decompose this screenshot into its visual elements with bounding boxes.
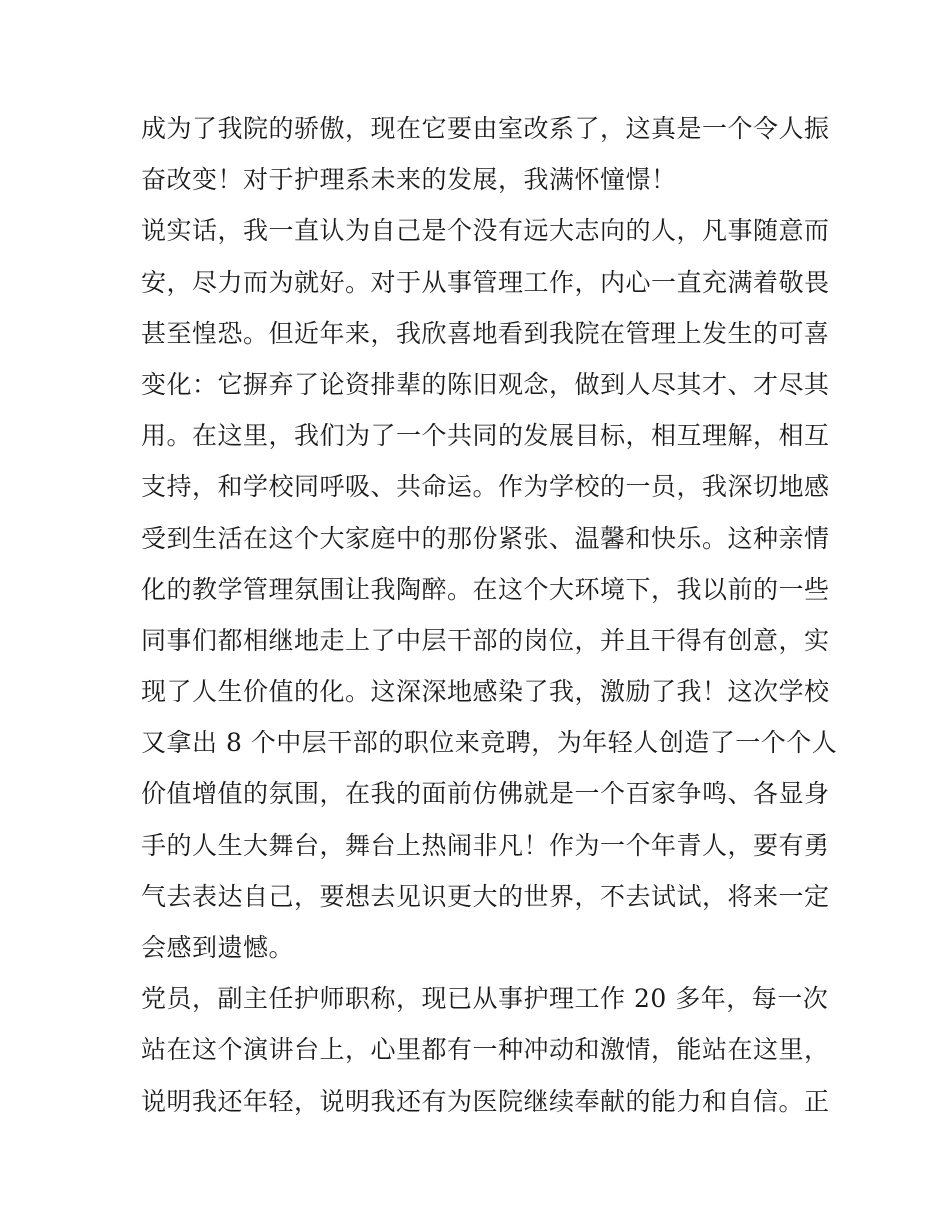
text-line: 同事们都相继地走上了中层干部的岗位，并且干得有创意，实 [141,625,830,655]
text-line: 手的人生大舞台，舞台上热闹非凡！作为一个年青人，要有勇 [141,830,830,860]
text-line: 甚至惶恐。但近年来，我欣喜地看到我院在管理上发生的可喜 [141,318,830,348]
text-line: 说明我还年轻，说明我还有为医院继续奉献的能力和自信。正 [141,1086,830,1116]
text-line: 气去表达自己，要想去见识更大的世界，不去试试，将来一定 [141,881,830,911]
text-line: 化的教学管理氛围让我陶醉。在这个大环境下，我以前的一些 [141,574,830,604]
text-line: 成为了我院的骄傲，现在它要由室改系了，这真是一个令人振 [141,114,830,143]
text-line: 安，尽力而为就好。对于从事管理工作，内心一直充满着敬畏 [141,267,830,297]
text-line: 用。在这里，我们为了一个共同的发展目标，相互理解，相互 [141,421,830,451]
text-line: 奋改变！对于护理系未来的发展，我满怀憧憬！ [141,165,677,195]
document-body [141,103,838,1127]
text-line: 现了人生价值的化。这深深地感染了我，激励了我！这次学校 [141,677,830,707]
text-line: 站在这个演讲台上，心里都有一种冲动和激情，能站在这里， [141,1035,830,1065]
text-line: 价值增值的氛围，在我的面前仿佛就是一个百家争鸣、各显身 [141,779,830,809]
text-line: 会感到遗憾。 [141,933,295,962]
text-line: 受到生活在这个大家庭中的那份紧张、温馨和快乐。这种亲情 [141,523,830,553]
text-line: 党员，副主任护师职称，现已从事护理工作 20 多年，每一次 [141,984,829,1014]
text-line: 说实话，我一直认为自己是个没有远大志向的人，凡事随意而 [141,216,830,246]
text-line: 变化：它摒弃了论资排辈的陈旧观念，做到人尽其才、才尽其 [141,369,830,399]
text-line: 又拿出 8 个中层干部的职位来竞聘，为年轻人创造了一个个人 [141,728,838,758]
text-line: 支持，和学校同呼吸、共命运。作为学校的一员，我深切地感 [141,472,830,502]
